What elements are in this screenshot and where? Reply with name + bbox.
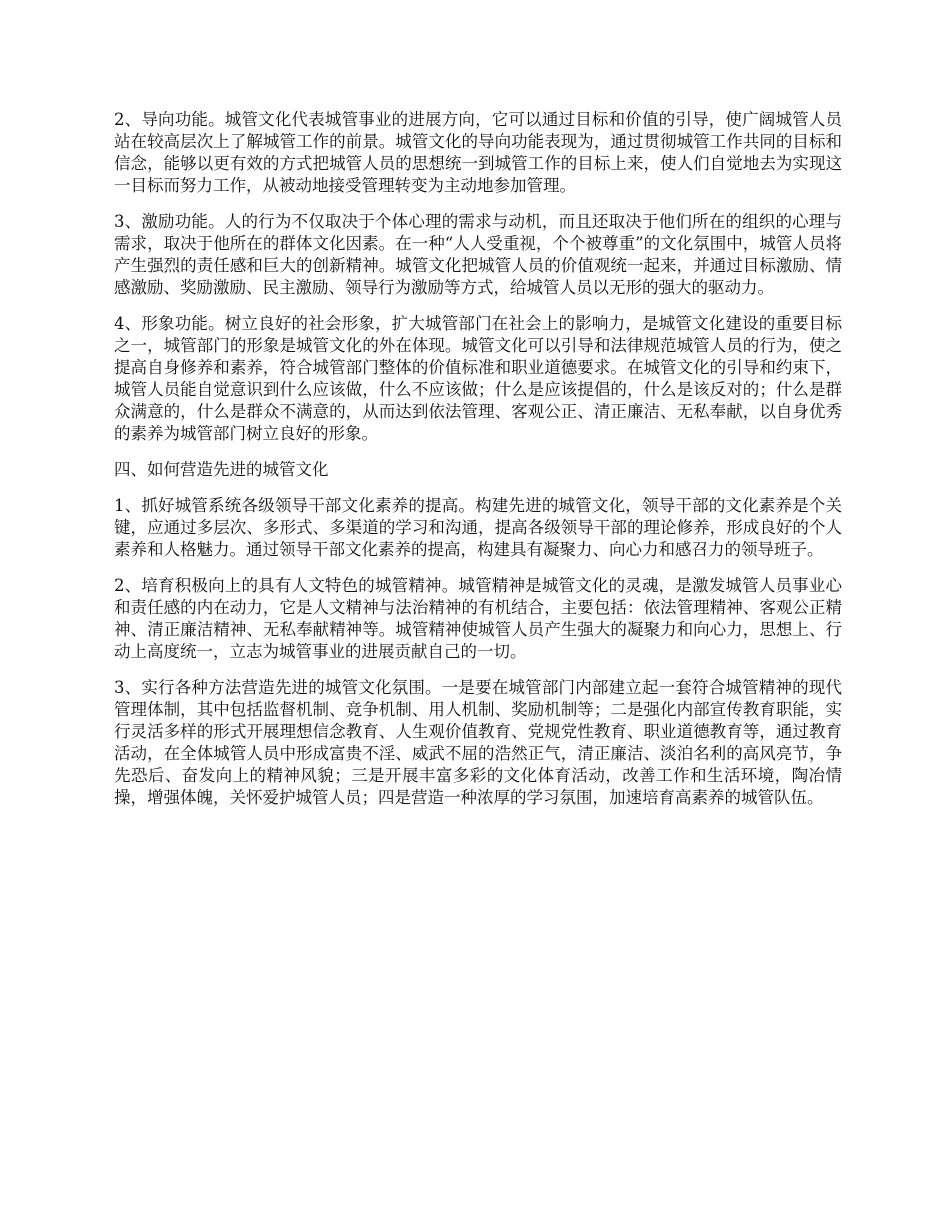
section-heading: 四、如何营造先进的城管文化 — [114, 460, 329, 479]
paragraph-urban-spirit: 2、培育积极向上的具有人文特色的城管精神。城管精神是城管文化的灵魂，是激发城管人员事业心和责任感的内在动力，它是人文精神与法治精神的有机结合，主要包括：依法管理精神、客观公正精神、清正廉洁精神、无私奉献精神等。城管精神使城管人员产生强大的凝聚力和向心力，思想上、行动上高度统一，立志为城管事业的进展贡献自己的一切。 — [114, 576, 842, 661]
paragraph-guidance-function: 2、导向功能。城管文化代表城管事业的进展方向，它可以通过目标和价值的引导，使广阔城管人员站在较高层次上了解城管工作的前景。城管文化的导向功能表现为，通过贯彻城管工作共同的目标和信念，能够以更有效的方式把城管人员的思想统一到城管工作的目标上来，使人们自觉地去为实现这一目标而努力工作，从被动地接受管理转变为主动地参加管理。 — [114, 110, 842, 195]
document-body — [114, 109, 842, 823]
paragraph-incentive-function: 3、激励功能。人的行为不仅取决于个体心理的需求与动机，而且还取决于他们所在的组织的心理与需求，取决于他所在的群体文化因素。在一种“人人受重视，个个被尊重”的文化氛围中，城管人员将产生强烈的责任感和巨大的创新精神。城管文化把城管人员的价值观统一起来，并通过目标激励、情感激励、奖励激励、民主激励、领导行为激励等方式，给城管人员以无形的强大的驱动力。 — [114, 212, 842, 297]
paragraph-leader-cultivation: 1、抓好城管系统各级领导干部文化素养的提高。构建先进的城管文化，领导干部的文化素养是个关键，应通过多层次、多形式、多渠道的学习和沟通，提高各级领导干部的理论修养，形成良好的个人素养和人格魅力。通过领导干部文化素养的提高，构建具有凝聚力、向心力和感召力的领导班子。 — [114, 496, 842, 559]
paragraph-image-function: 4、形象功能。树立良好的社会形象，扩大城管部门在社会上的影响力，是城管文化建设的重要目标之一，城管部门的形象是城管文化的外在体现。城管文化可以引导和法律规范城管人员的行为，使之提高自身修养和素养，符合城管部门整体的价值标准和职业道德要求。在城管文化的引导和约束下，城管人员能自觉意识到什么应该做，什么不应该做；什么是应该提倡的，什么是该反对的；什么是群众满意的，什么是群众不满意的，从而达到依法管理、客观公正、清正廉洁、无私奉献，以自身优秀的素养为城管部门树立良好的形象。 — [114, 314, 842, 443]
paragraph-cultural-atmosphere: 3、实行各种方法营造先进的城管文化氛围。一是要在城管部门内部建立起一套符合城管精神的现代管理体制，其中包括监督机制、竞争机制、用人机制、奖励机制等；二是强化内部宣传教育职能，实行灵活多样的形式开展理想信念教育、人生观价值教育、党规党性教育、职业道德教育等，通过教育活动，在全体城管人员中形成富贵不淫、威武不屈的浩然正气，清正廉洁、淡泊名利的高风亮节，争先恐后、奋发向上的精神风貌；三是开展丰富多彩的文化体育活动，改善工作和生活环境，陶冶情操，增强体魄，关怀爱护城管人员；四是营造一种浓厚的学习氛围，加速培育高素养的城管队伍。 — [114, 678, 842, 807]
